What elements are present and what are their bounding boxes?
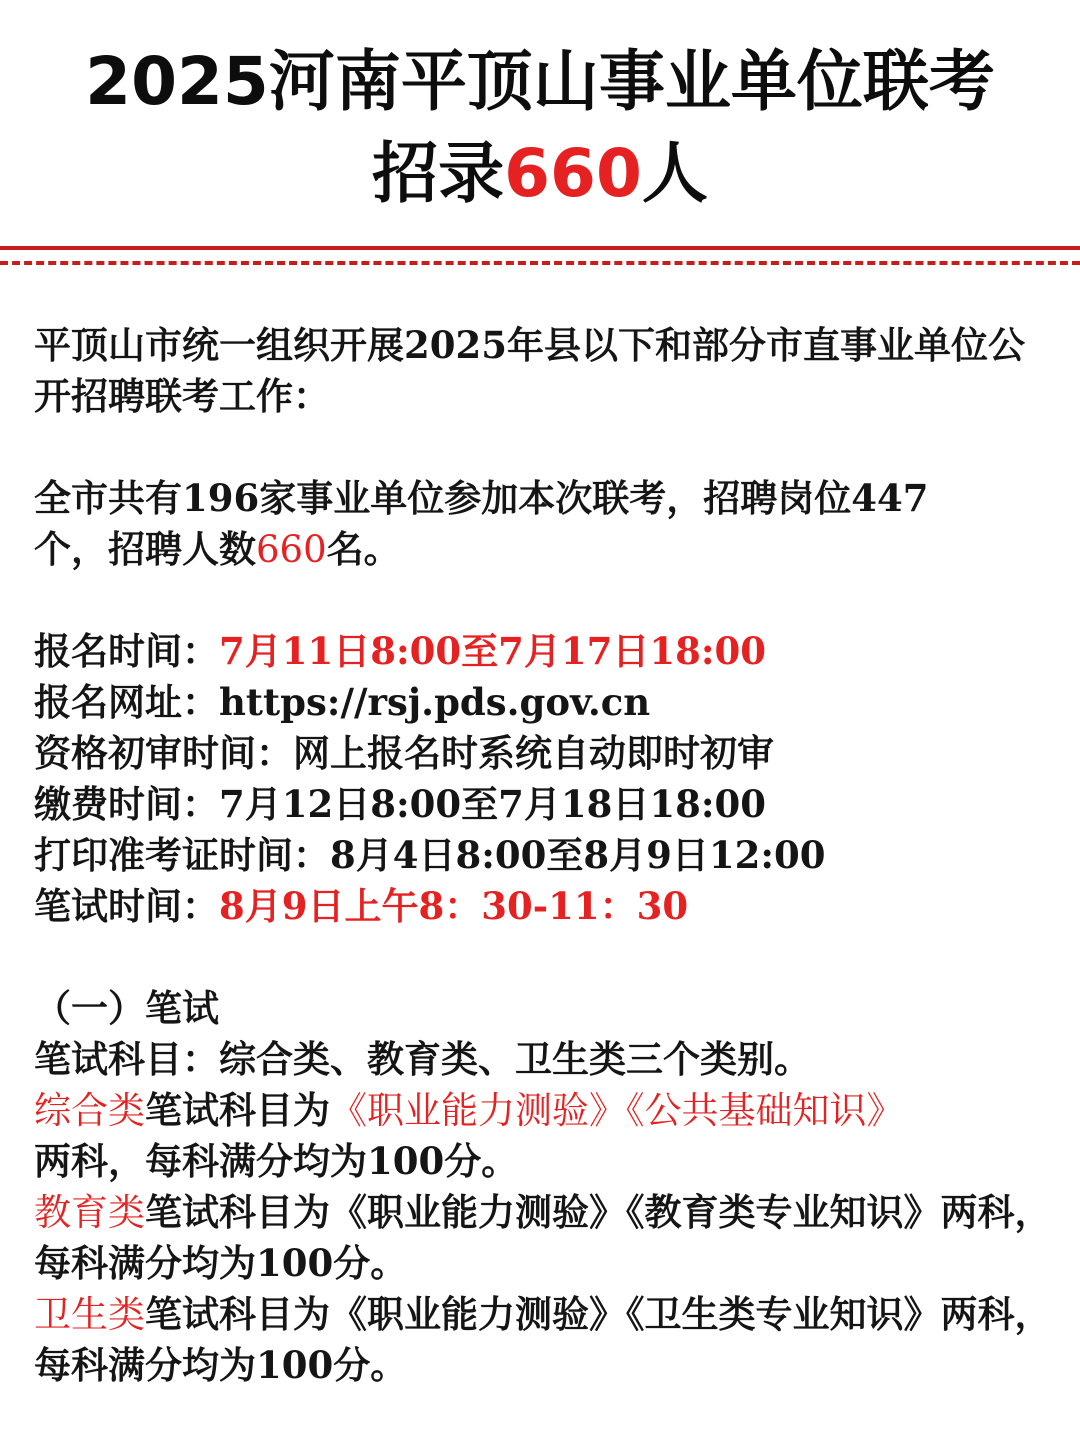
payment-row xyxy=(34,779,1054,830)
health-paragraph xyxy=(34,1289,1054,1391)
exam-label: 笔试时间： xyxy=(34,884,219,928)
exam-row xyxy=(34,881,1054,932)
title-prefix: 招录 xyxy=(372,135,505,212)
schedule-block xyxy=(34,626,1054,932)
payment-value: 7月12日8:00至7月18日18:00 xyxy=(219,782,766,826)
health-label: 卫生类 xyxy=(34,1293,145,1336)
intro-paragraph: 平顶山市统一组织开展2025年县以下和部分市直事业单位公开招聘联考工作： xyxy=(34,323,1025,418)
comprehensive-mid: 笔试科目为 xyxy=(145,1088,330,1132)
page-title xyxy=(0,36,1080,220)
registration-row xyxy=(34,626,1054,677)
summary-line-1: 全市共有196家事业单位参加本次联考，招聘岗位447 xyxy=(34,476,929,520)
comprehensive-label: 综合类 xyxy=(34,1089,145,1132)
title-suffix: 人 xyxy=(641,135,708,212)
health-text: 笔试科目为《职业能力测验》《卫生类专业知识》两科，每科满分均为100分。 xyxy=(34,1292,1052,1387)
website-value: https://rsj.pds.gov.cn xyxy=(219,680,651,724)
review-value: 网上报名时系统自动即时初审 xyxy=(293,731,774,775)
registration-value: 7月11日8:00至7月17日18:00 xyxy=(219,629,766,673)
title-number: 660 xyxy=(504,135,642,212)
summary-number: 660 xyxy=(256,528,327,571)
written-exam-section xyxy=(34,983,1054,1391)
review-row xyxy=(34,728,1054,779)
summary-line-2-prefix: 个，招聘人数 xyxy=(34,527,256,571)
website-row xyxy=(34,677,1054,728)
title-line-1: 2025河南平顶山事业单位联考 xyxy=(85,43,995,120)
announcement-body xyxy=(34,320,1054,1391)
divider-solid xyxy=(0,246,1080,250)
comprehensive-paragraph xyxy=(34,1085,1054,1187)
divider-dashed xyxy=(0,261,1080,265)
payment-label: 缴费时间： xyxy=(34,782,219,826)
review-label: 资格初审时间： xyxy=(34,731,293,775)
admission-value: 8月4日8:00至8月9日12:00 xyxy=(330,833,826,877)
education-label: 教育类 xyxy=(34,1191,145,1234)
registration-label: 报名时间： xyxy=(34,629,219,673)
education-paragraph xyxy=(34,1187,1054,1289)
summary-paragraph xyxy=(34,473,1054,575)
admission-label: 打印准考证时间： xyxy=(34,833,330,877)
title-line-2 xyxy=(0,128,1080,220)
website-label: 报名网址： xyxy=(34,680,219,724)
subjects-line: 笔试科目：综合类、教育类、卫生类三个类别。 xyxy=(34,1037,811,1081)
admission-row xyxy=(34,830,1054,881)
comprehensive-end: 两科，每科满分均为100分。 xyxy=(34,1139,519,1183)
section-heading: （一）笔试 xyxy=(34,986,219,1030)
exam-value: 8月9日上午8：30-11：30 xyxy=(219,884,689,928)
summary-line-2-suffix: 名。 xyxy=(326,527,401,571)
comprehensive-books: 《职业能力测验》《公共基础知识》 xyxy=(330,1089,904,1132)
education-text: 笔试科目为《职业能力测验》《教育类专业知识》两科，每科满分均为100分。 xyxy=(34,1190,1052,1285)
